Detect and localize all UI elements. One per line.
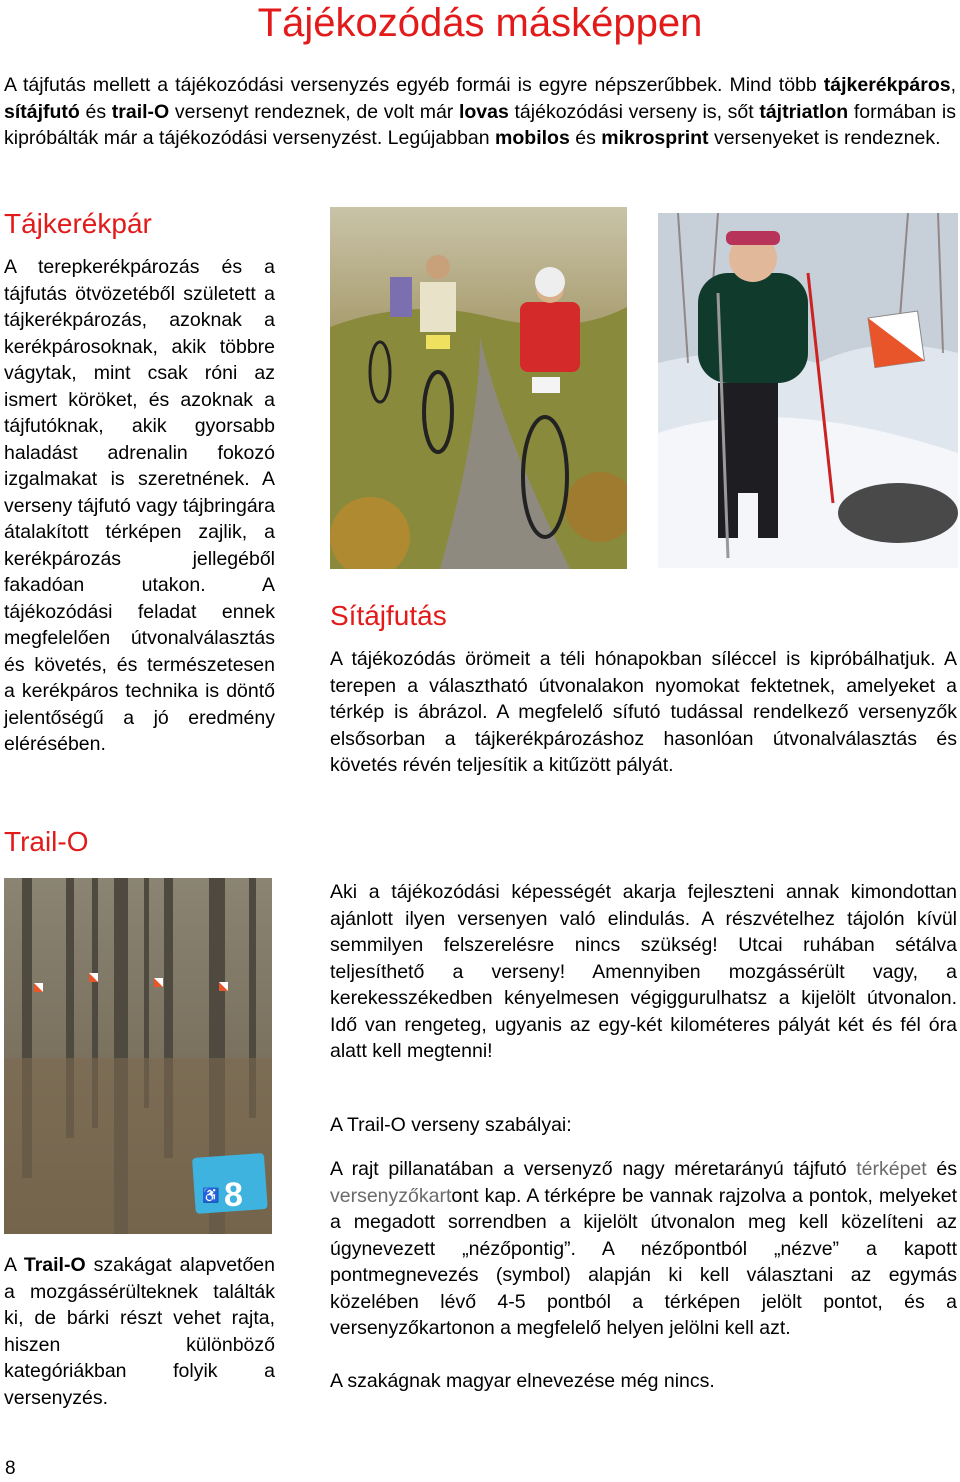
trail-o-sign-number: 8	[224, 1176, 243, 1214]
terkep-link[interactable]: térképet	[856, 1158, 927, 1180]
sitajfutas-text: A tájékozódás örömeit a téli hónapokban síléccel is kipróbálhatjuk. A terepen a választható útvonalakon nyomokat fektetnek, amelyeket a térkép is ábrázol. A megfelelő sífutó tudással rendelkező versenyzők elsősorban a tájkerékpározáshoz hasonlóan útvonalválasztás és követés révén teljesítik a kitűzött pályát.	[330, 648, 957, 776]
trailo-rules-text: A rajt pillanatában a versenyző nagy méretarányú tájfutó térképet és versenyzőkartont kap. A térképre be vannak rajzolva a pontok, melyeket a megadott sorrendben a kijelölt útvonalon meg kell közelíteni az úgynevezett „nézőpontig”. A nézőpontból „nézve” a kapott pontmegnevezés (symbol) alapján ki kell választani az egymás közelében lévő 4-5 pontból a térképen jelölt pontot, és a versenyzőkartonon a megfelelő helyen jelölni kell azt.	[330, 1158, 957, 1339]
mountain-bike-photo	[330, 207, 627, 569]
page-number: 8	[5, 1458, 16, 1479]
trailo-note: A szakágnak magyar elnevezése még nincs.	[330, 1370, 715, 1392]
intro-paragraph: A tájfutás mellett a tájékozódási versenyzés egyéb formái is egyre népszerűbbek. Mind több tájkerékpáros, sítájfutó és trail-O versenyt rendeznek, de volt már lovas tájékozódási verseny is, sőt tájtriatlon formában is kipróbálták már a tájékozódási versenyzést. Legújabban mobilos és mikrosprint versenyeket is rendeznek.	[4, 74, 956, 149]
versenyzokart-link[interactable]: versenyzőkart	[330, 1184, 452, 1207]
ski-orienteering-photo	[658, 213, 958, 568]
sitajfutas-heading: Sítájfutás	[330, 600, 447, 631]
trailo-caption: A Trail-O szakágat alapvetően a mozgássérülteknek találták ki, de bárki részt vehet rajta, hiszen különböző kategóriákban folyik a versenyzés.	[4, 1254, 275, 1409]
trailo-intro-text: Aki a tájékozódási képességét akarja fejleszteni annak kimondottan ajánlott ilyen versenyen való elindulás. A részvételhez tájolón kívül semmilyen felszerelésre nincs szükség! Utcai ruhában sétálva teljesíthető a verseny! Amennyiben mozgássérült vagy, a kerekesszékedben kényelmesen végiggurulhatsz a kijelölt útvonalon. Idő van rengeteg, ugyanis az egy-két kilométeres pályát két és fél óra alatt kell megtenni!	[330, 881, 957, 1062]
tajkerekpar-heading: Tájkerékpár	[4, 208, 152, 239]
tajkerekpar-text: A terepkerékpározás és a tájfutás ötvözetéből született a tájkerékpározás, azoknak a kerékpárosoknak, akik többre vágytak, mint csak róni az ismert köröket, és azoknak a tájfutóknak, akik gyorsabb haladást adrenalin fokozó izgalmakat is szeretnének. A verseny tájfutó vagy tájbringára átalakított térképen zajlik, a kerékpározás jellegéből fakadóan utakon. A tájékozódási feladat ennek megfelelően útvonalválasztás és követés, és természetesen a kerékpáros technika is döntő jelentőségű a jó eredmény elérésében.	[4, 256, 275, 755]
trailo-heading: Trail-O	[4, 826, 89, 857]
page-title: Tájékozódás másképpen	[257, 1, 703, 45]
trailo-rules-label: A Trail-O verseny szabályai:	[330, 1114, 572, 1136]
trail-o-forest-photo	[4, 878, 272, 1234]
wheelchair-icon: ♿	[202, 1187, 220, 1203]
